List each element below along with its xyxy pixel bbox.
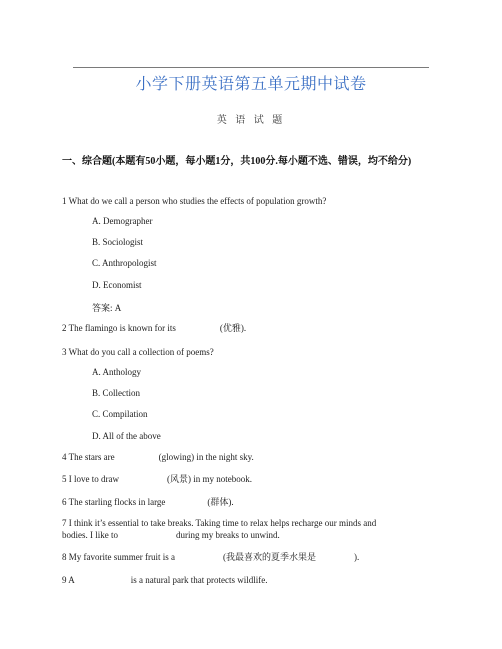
- question-5: [62, 473, 252, 485]
- question-5-text: 5 I love to draw: [62, 474, 119, 484]
- question-4-hint: (glowing) in the night sky.: [158, 452, 254, 462]
- document-subtitle: 英 语 试 题: [216, 115, 286, 126]
- question-8-hint: (我最喜欢的夏季水果是: [222, 552, 316, 562]
- question-6-text: 6 The starling flocks in large: [62, 497, 166, 507]
- question-7-line-1: 7 I think it’s essential to take breaks. Taking time to relax helps recharge our minds and: [62, 518, 377, 528]
- question-9: [62, 574, 267, 586]
- question-1-answer: 答案: A: [92, 303, 122, 313]
- question-7-text: bodies. I like to: [62, 530, 118, 540]
- question-2-hint: (优雅).: [219, 323, 247, 333]
- question-2: [62, 322, 246, 334]
- question-1-option-b: B. Sociologist: [92, 237, 144, 247]
- question-9-text-end: is a natural park that protects wildlife.: [130, 575, 268, 585]
- question-5-hint: (风景) in my notebook.: [166, 474, 252, 484]
- question-3-option-d: D. All of the above: [92, 431, 161, 441]
- question-4-text: 4 The stars are: [62, 452, 115, 462]
- question-4: [62, 451, 254, 463]
- question-1-option-c: C. Anthropologist: [92, 258, 157, 268]
- question-9-text: 9 A: [62, 575, 75, 585]
- question-7-text-end: during my breaks to unwind.: [176, 530, 280, 540]
- question-3-option-b: B. Collection: [92, 388, 140, 398]
- document-title: 小学下册英语第五单元期中试卷: [135, 76, 367, 93]
- question-3-option-a: A. Anthology: [92, 367, 142, 377]
- question-2-text: 2 The flamingo is known for its: [62, 323, 176, 333]
- question-8: [62, 551, 359, 563]
- question-8-text: 8 My favorite summer fruit is a: [62, 552, 175, 562]
- question-3: 3 What do you call a collection of poems?: [62, 347, 214, 357]
- question-8-hint-end: ).: [353, 552, 360, 562]
- question-7-line-2: [62, 529, 280, 541]
- question-6: [62, 496, 234, 508]
- header-rule: [73, 67, 429, 68]
- question-6-hint: (群体).: [207, 497, 234, 507]
- question-1-option-a: A. Demographer: [92, 216, 153, 226]
- question-1-option-d: D. Economist: [92, 280, 142, 290]
- question-3-option-c: C. Compilation: [92, 409, 148, 419]
- question-1: 1 What do we call a person who studies the effects of population growth?: [62, 196, 327, 206]
- section-heading: 一、综合题(本题有50小题，每小题1分，共100分.每小题不选、错误，均不给分): [62, 156, 412, 167]
